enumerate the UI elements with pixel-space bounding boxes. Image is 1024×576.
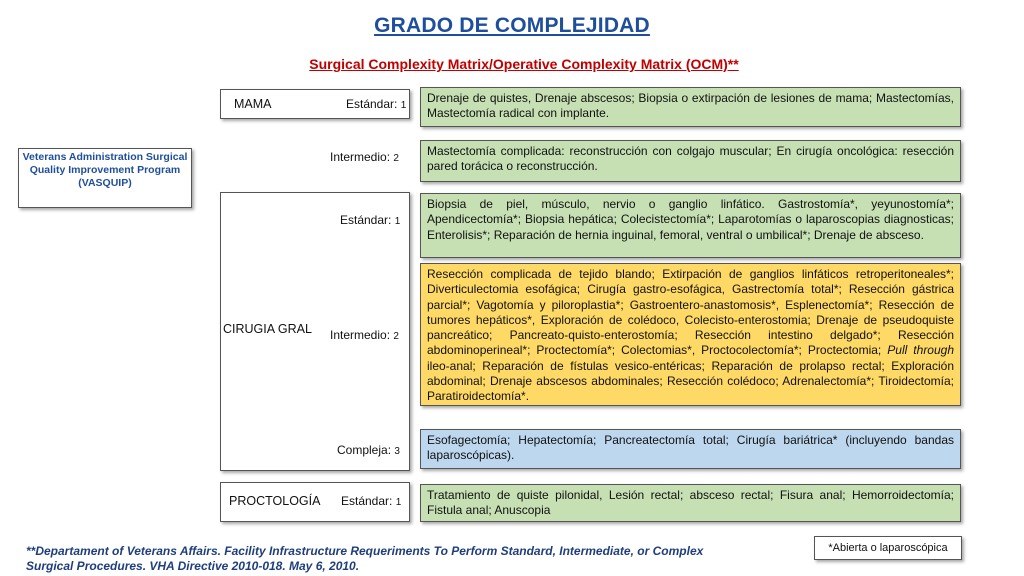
level-mama-intermediate	[330, 150, 399, 164]
level-number: 1	[395, 497, 402, 508]
level-name: Intermedio:	[330, 150, 391, 164]
description-text-part: Resección complicada de tejido blando; Extirpación de ganglios linfáticos retroperitoneales*; Diverticulectomia esofágica; Cirugía gastro-esofágica, Gastrectomía total*; Resección gástrica parcial*; Vagotomía y piloroplastia*; Gastroentero-anastomosis*, Esplenectomía*; Resección de tumores hepáticos*, Exploración de colédoco, Colecisto-enterostomia; Drenaje de pseudoquiste pancreático; Pancreato-quisto-enterostomía; Resección intestino delgado*; Resección abdominoperineal*; Proctectomía*; Colectomias*, Proctocolectomía*; Proctectomia;	[427, 267, 954, 358]
level-number: 2	[393, 331, 399, 342]
description-proctologia-standard: Tratamiento de quiste pilonidal, Lesión rectal; absceso rectal; Fisura anal; Hemorroidectomía; Fistula anal; Anuscopia	[420, 484, 961, 522]
level-name: Estándar:	[341, 494, 393, 508]
level-number: 3	[394, 446, 400, 457]
description-cirugia-intermediate	[420, 263, 961, 406]
level-number: 1	[394, 216, 401, 227]
page-subtitle: Surgical Complexity Matrix/Operative Complexity Matrix (OCM)**	[309, 56, 739, 72]
category-cirugia-gral-label: CIRUGIA GRAL	[223, 322, 312, 336]
level-name: Estándar:	[346, 97, 398, 111]
category-proctologia-label: PROCTOLOGÍA	[229, 494, 321, 508]
level-name: Intermedio:	[330, 328, 391, 342]
level-name: Estándar:	[340, 213, 392, 227]
description-mama-intermediate: Mastectomía complicada: reconstrucción con colgajo muscular; En cirugía oncológica: resección pared torácica o reconstrucción.	[420, 140, 961, 182]
footnote: **Departament of Veterans Affairs. Facility Infrastructure Requeriments To Perform Standard, Intermediate, or Complex Surgical Procedures. VHA Directive 2010-018. May 6, 2010.	[26, 544, 704, 573]
description-text-part: ileo-anal; Reparación de fístulas vesico-entéricas; Reparación de prolapso rectal; Exploración abdominal; Drenaje abscesos abdominales; Resección colédoco; Adrenalectomía*; Tiroidectomía; Paratiroidectomía*.	[427, 358, 954, 404]
description-cirugia-standard: Biopsia de piel, músculo, nervio o ganglio linfático. Gastrostomía*, yeyunostomía*; Apendicectomía*; Biopsia hepática; Colecistectomía*; Laparotomías o laparoscopias diagnosticas; Enterolisis*; Reparación de hernia inguinal, femoral, ventral o umbilical*; Drenaje de absceso.	[420, 193, 961, 258]
description-mama-standard: Drenaje de quistes, Drenaje abscesos; Biopsia o extirpación de lesiones de mama; Mastectomías, Mastectomía radical con implante.	[420, 87, 961, 127]
va-program-box: Veterans Administration Surgical Quality Improvement Program (VASQUIP)	[18, 148, 192, 208]
description-italic-term: Pull through	[887, 343, 955, 358]
level-mama-standard	[346, 97, 406, 111]
level-cirugia-standard	[340, 213, 400, 227]
level-number: 2	[393, 153, 399, 164]
note-box: *Abierta o laparoscópica	[814, 536, 962, 560]
description-cirugia-complex: Esofagectomía; Hepatectomía; Pancreatectomía total; Cirugía bariátrica* (incluyendo bandas laparoscópicas).	[420, 429, 961, 469]
level-cirugia-intermediate	[330, 328, 399, 342]
level-cirugia-complex	[337, 443, 400, 457]
category-mama-label: MAMA	[234, 97, 272, 111]
level-proctologia-standard	[341, 494, 401, 508]
level-name: Compleja:	[337, 443, 392, 457]
level-number: 1	[400, 100, 407, 111]
page-title: GRADO DE COMPLEJIDAD	[374, 14, 650, 37]
